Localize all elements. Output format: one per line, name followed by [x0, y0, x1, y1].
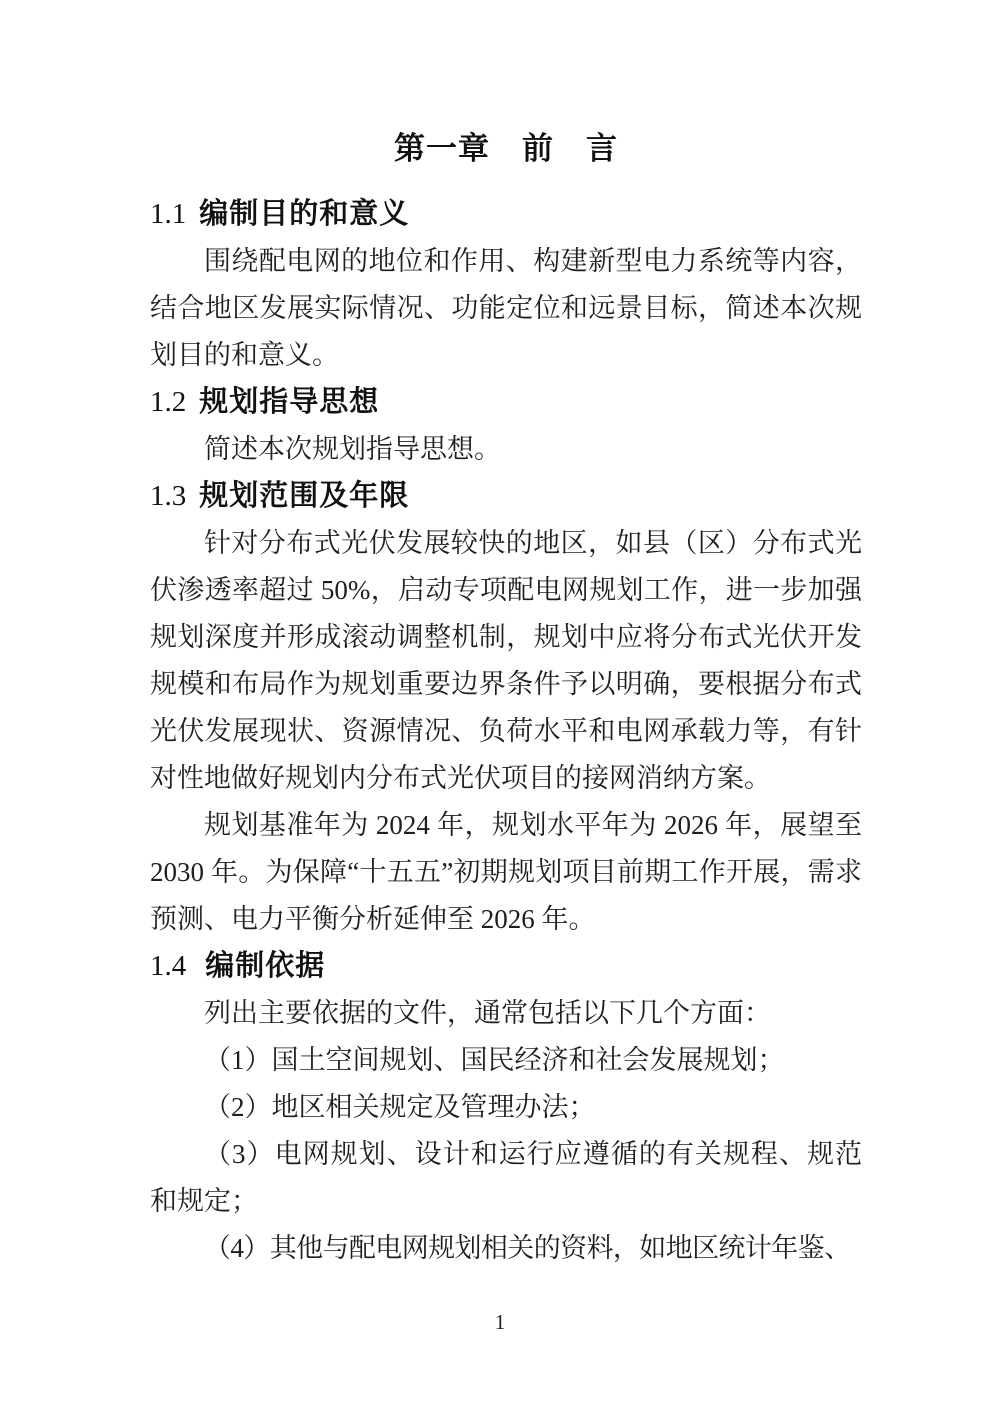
section-title: 编制依据 — [205, 950, 326, 982]
list-item-basis-3: （3）电网规划、设计和运行应遵循的有关规程、规范和规定； — [150, 1139, 862, 1216]
section-number: 1.4 — [150, 950, 187, 982]
section-heading-1-3 — [150, 473, 862, 520]
paragraph-scope-2: 规划基准年为 2024 年，规划水平年为 2026 年，展望至 2030 年。为保障“十五五”初期规划项目前期工作开展，需求预测、电力平衡分析延伸至 2026 年。 — [150, 810, 862, 934]
section-heading-1-4 — [150, 943, 862, 990]
paragraph-basis-intro: 列出主要依据的文件，通常包括以下几个方面： — [204, 998, 771, 1028]
section-title: 规划指导思想 — [199, 386, 380, 418]
paragraph-scope-1: 针对分布式光伏发展较快的地区，如县（区）分布式光伏渗透率超过 50%，启动专项配电网规划工作，进一步加强规划深度并形成滚动调整机制，规划中应将分布式光伏开发规模和布局作为规划重要边界条件予以明确，要根据分布式光伏发展现状、资源情况、负荷水平和电网承载力等，有针对性地做好规划内分布式光伏项目的接网消纳方案。 — [150, 528, 862, 793]
page-number: 1 — [494, 1310, 506, 1334]
section-title: 编制目的和意义 — [199, 198, 410, 230]
chapter-title: 第一章 前 言 — [394, 131, 618, 166]
paragraph-purpose: 围绕配电网的地位和作用、构建新型电力系统等内容，结合地区发展实际情况、功能定位和远景目标，简述本次规划目的和意义。 — [150, 246, 862, 370]
list-item-basis-2: （2）地区相关规定及管理办法； — [204, 1092, 596, 1122]
section-number: 1.1 — [150, 198, 187, 230]
section-number: 1.2 — [150, 386, 187, 418]
list-item-basis-1: （1）国土空间规划、国民经济和社会发展规划； — [204, 1045, 785, 1075]
paragraph-guiding-thought: 简述本次规划指导思想。 — [204, 434, 501, 464]
section-heading-1-2 — [150, 379, 862, 426]
section-title: 规划范围及年限 — [199, 480, 410, 512]
section-number: 1.3 — [150, 480, 187, 512]
list-item-basis-4: （4）其他与配电网规划相关的资料，如地区统计年鉴、 — [204, 1233, 851, 1263]
page-content — [150, 0, 862, 1272]
section-heading-1-1 — [150, 191, 862, 238]
